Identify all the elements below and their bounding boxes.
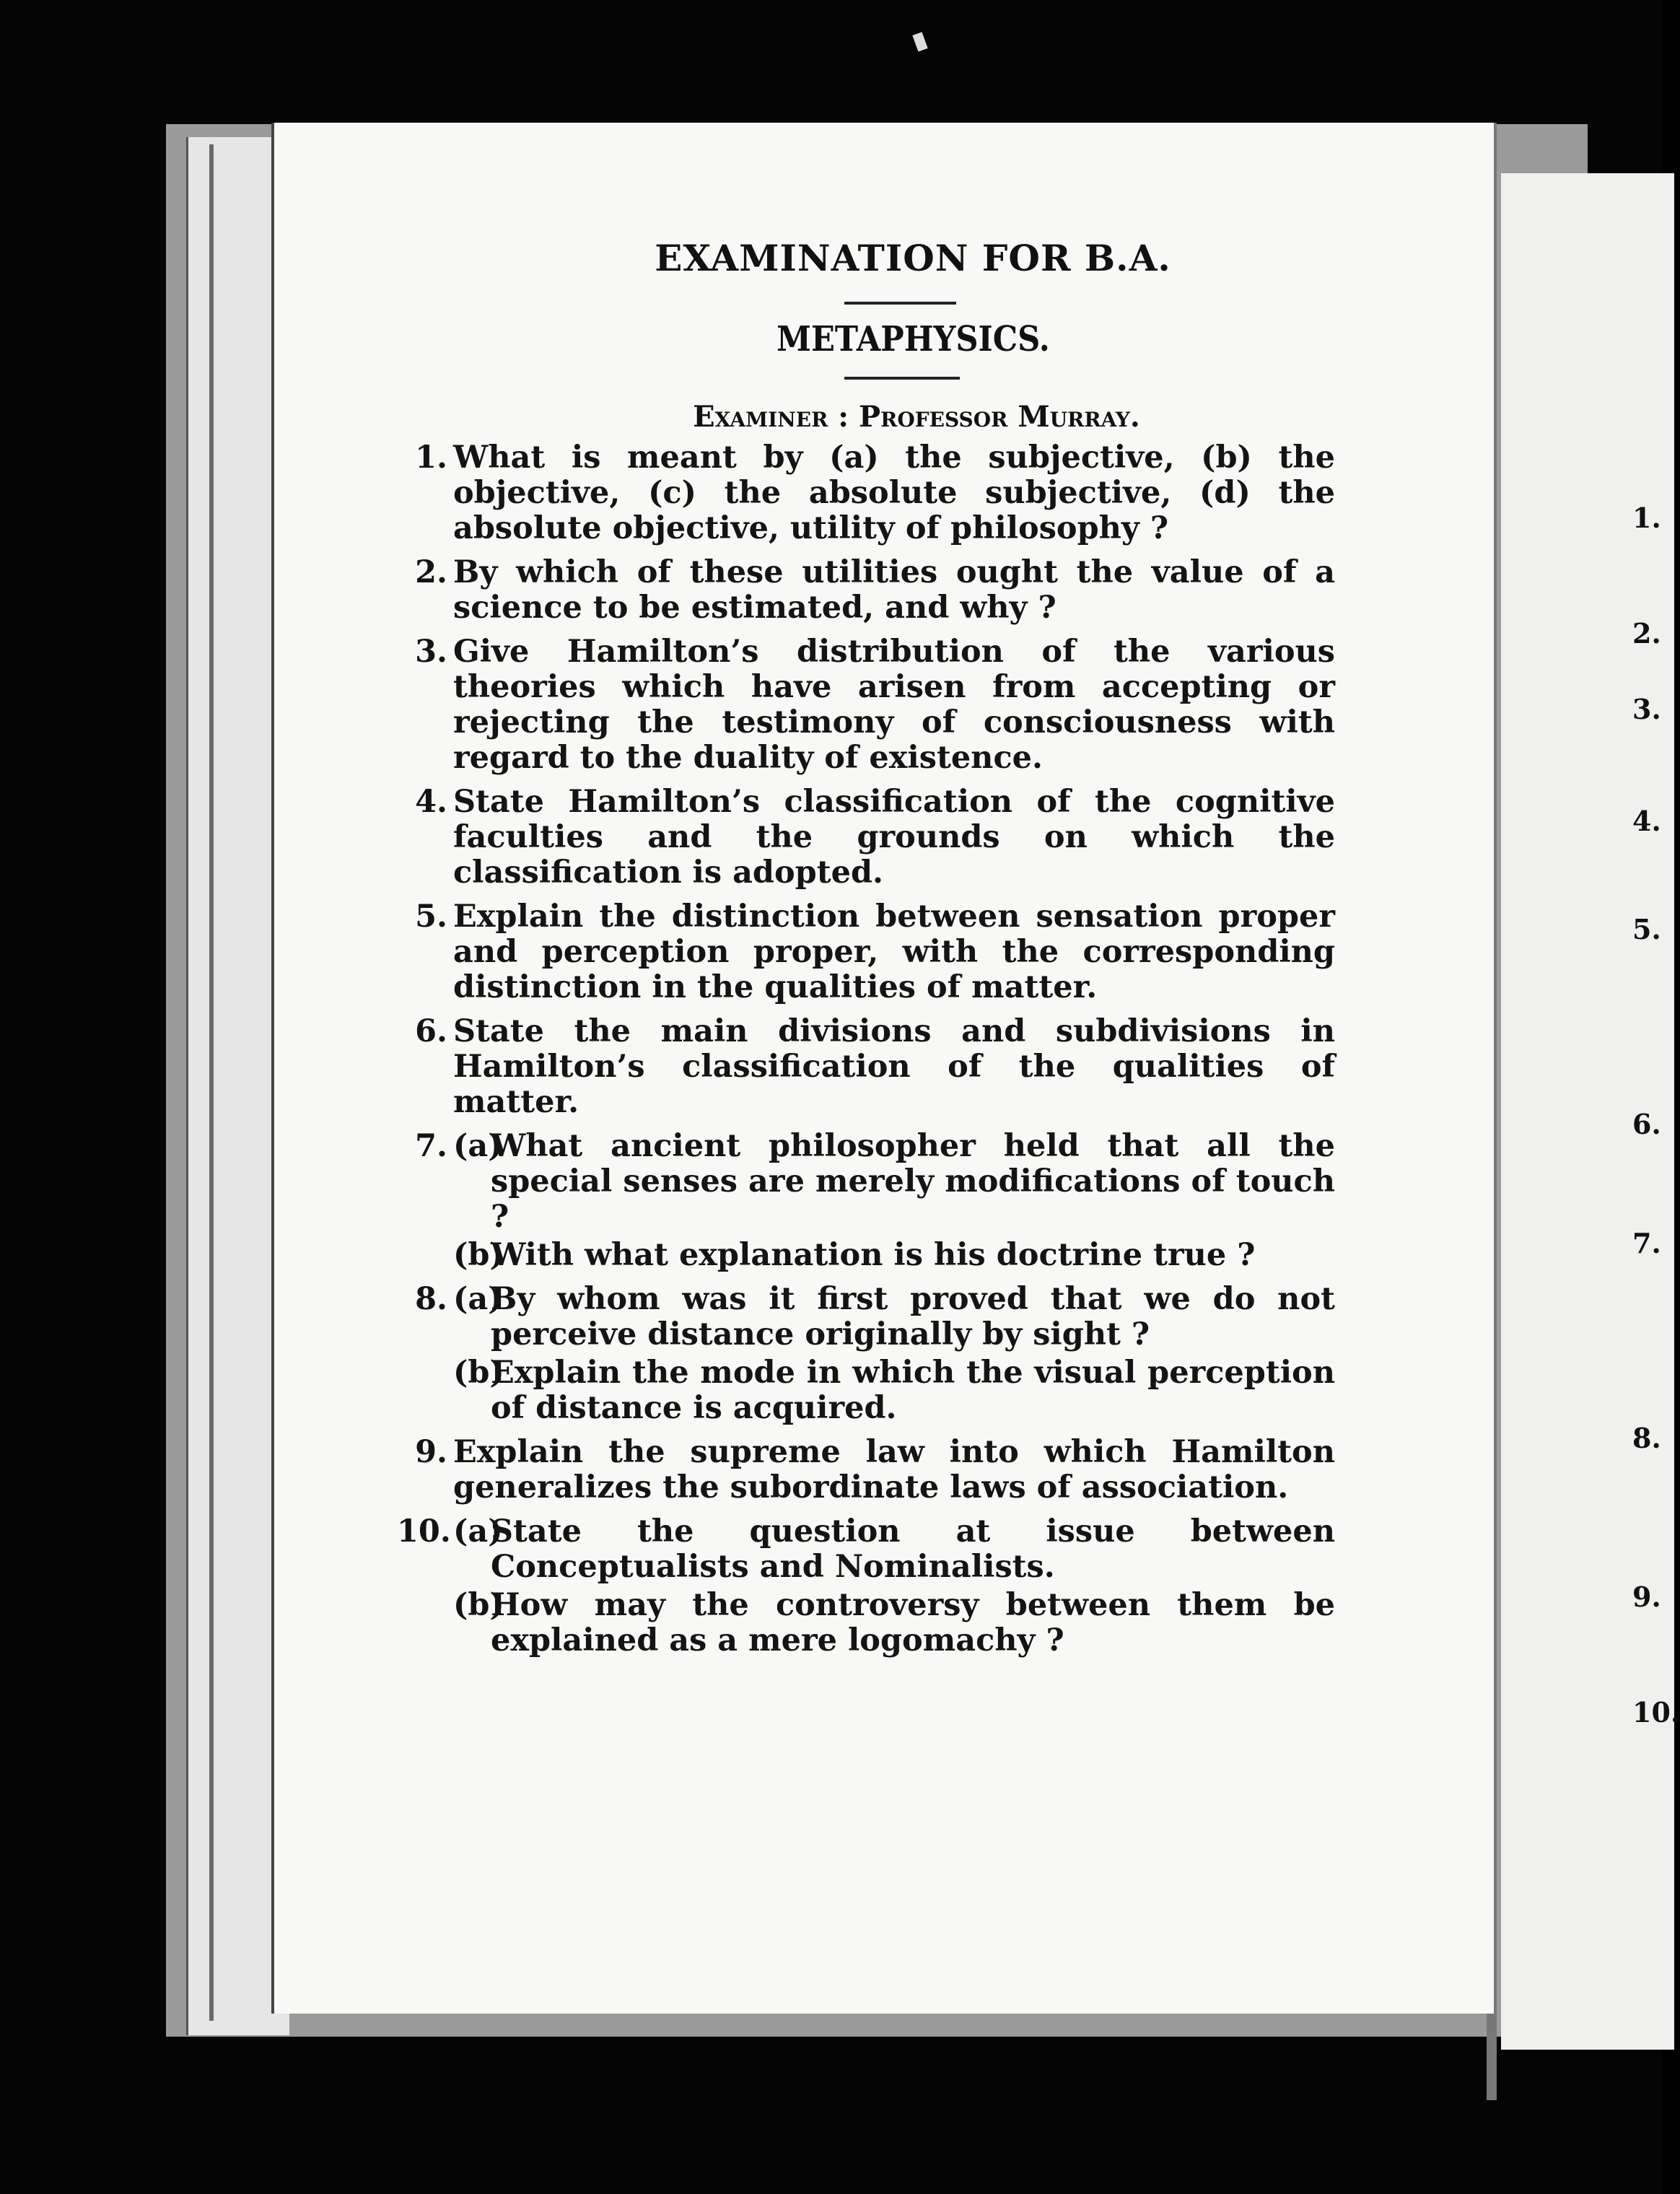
part-label: (a) <box>453 1281 503 1317</box>
dust-speck <box>912 32 927 51</box>
question-number: 4. <box>415 784 447 820</box>
facing-page-number: 5. <box>1632 913 1661 945</box>
part-text: How may the controversy between them be explained as a mere logomachy ? <box>491 1587 1335 1658</box>
question-text: Explain the supreme law into which Hamilton generalizes the subordinate laws of association. <box>453 1434 1335 1505</box>
facing-page-number: 4. <box>1632 805 1661 837</box>
question-text: State the main divisions and subdivisions in Hamilton’s classification of the qualities of matter. <box>453 1013 1335 1120</box>
question-number: 9. <box>415 1434 447 1470</box>
question-item <box>397 784 1335 891</box>
part-label: (b) <box>453 1237 504 1273</box>
part-text: State the question at issue between Conceptualists and Nominalists. <box>491 1513 1335 1585</box>
part-label: (b) <box>453 1587 504 1623</box>
part-label: (b) <box>453 1355 504 1391</box>
question-item <box>397 1282 1335 1426</box>
underlying-page-line <box>209 144 214 2021</box>
question-number: 6. <box>415 1013 447 1049</box>
question-part <box>453 1129 1335 1235</box>
examiner-line: Examiner : Professor Murray. <box>693 400 1140 434</box>
facing-page-number: 1. <box>1632 502 1661 534</box>
question-number: 2. <box>415 554 447 590</box>
question-part <box>453 1514 1335 1585</box>
question-text: By which of these utilities ought the value of a science to be estimated, and why ? <box>453 554 1335 626</box>
question-item <box>397 1514 1335 1658</box>
question-item <box>397 1435 1335 1505</box>
subject-heading: METAPHYSICS. <box>776 319 1050 359</box>
question-number: 3. <box>415 634 447 670</box>
question-item <box>397 555 1335 626</box>
subject-rule <box>844 377 960 380</box>
question-part <box>453 1282 1335 1352</box>
part-text: What ancient philosopher held that all the special senses are merely modifications of touch ? <box>491 1128 1335 1235</box>
question-part <box>453 1355 1335 1426</box>
facing-page-number: 6. <box>1632 1108 1661 1140</box>
title-rule <box>844 302 956 305</box>
question-item <box>397 1129 1335 1273</box>
question-number: 8. <box>415 1281 447 1317</box>
part-label: (a) <box>453 1513 503 1550</box>
part-text: By whom was it first proved that we do not perceive distance originally by sight ? <box>491 1281 1335 1352</box>
question-number: 10. <box>397 1513 451 1550</box>
part-text: With what explanation is his doctrine true ? <box>491 1237 1256 1273</box>
question-item <box>397 899 1335 1005</box>
facing-page-number: 8. <box>1632 1422 1661 1454</box>
part-text: Explain the mode in which the visual perception of distance is acquired. <box>491 1355 1335 1426</box>
exam-page <box>274 123 1494 2014</box>
facing-page-number: 3. <box>1632 693 1661 725</box>
facing-page-number: 9. <box>1632 1581 1661 1613</box>
part-label: (a) <box>453 1128 503 1164</box>
facing-page-number: 7. <box>1632 1227 1661 1259</box>
question-text: State Hamilton’s classification of the cognitive faculties and the grounds on which the classification is adopted. <box>453 784 1335 891</box>
question-number: 1. <box>415 440 447 476</box>
question-part <box>453 1238 1335 1273</box>
question-item <box>397 634 1335 776</box>
question-list <box>397 440 1335 1667</box>
question-part <box>453 1588 1335 1658</box>
question-text: What is meant by (a) the subjective, (b) the objective, (c) the absolute subjective, (d) the absolute objective, utility of philosophy ? <box>453 440 1335 546</box>
question-text: Give Hamilton’s distribution of the various theories which have arisen from accepting or rejecting the testimony of consciousness with regard to the duality of existence. <box>453 634 1335 776</box>
facing-page-number: 2. <box>1632 617 1661 650</box>
question-number: 7. <box>415 1128 447 1164</box>
question-item <box>397 1014 1335 1120</box>
facing-page-number: 10. <box>1632 1696 1680 1728</box>
question-item <box>397 440 1335 546</box>
question-number: 5. <box>415 899 447 935</box>
exam-title: EXAMINATION FOR B.A. <box>655 237 1171 279</box>
question-text: Explain the distinction between sensation proper and perception proper, with the corresponding distinction in the qualities of matter. <box>453 899 1335 1005</box>
